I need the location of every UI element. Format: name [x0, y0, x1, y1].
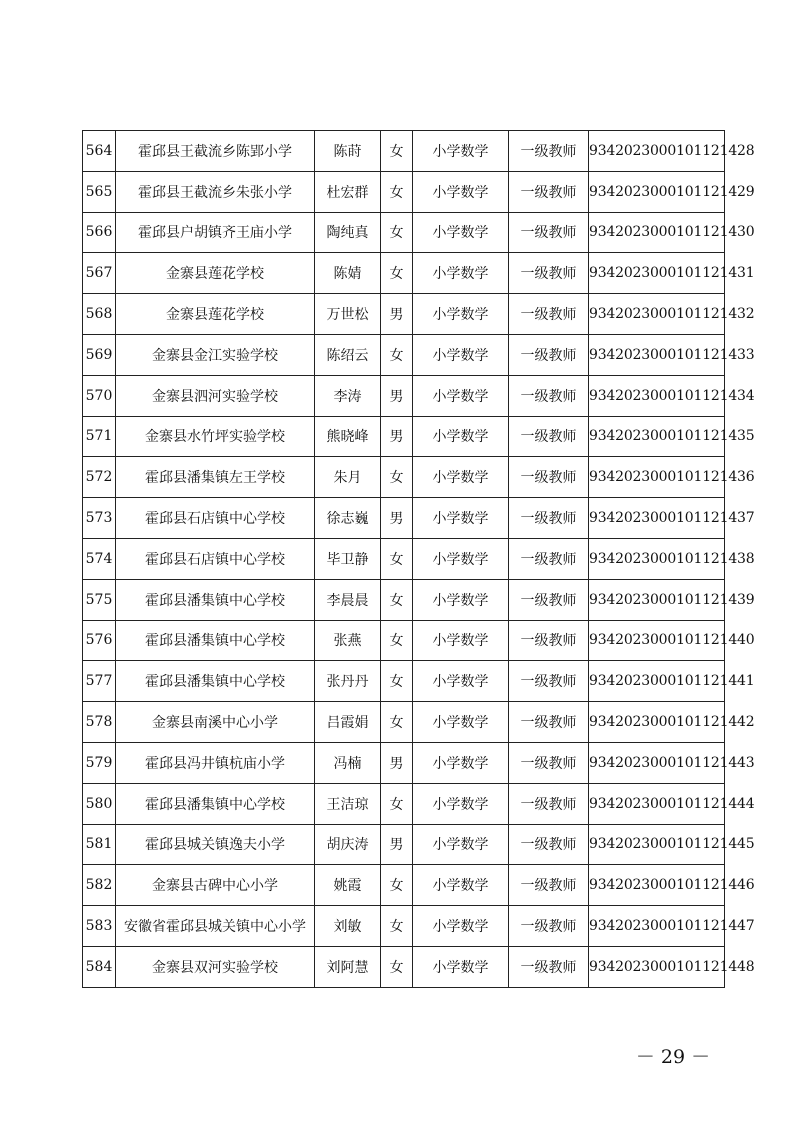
title-cell: 一级教师	[509, 253, 589, 294]
teacher-name-cell: 刘阿慧	[315, 946, 381, 987]
title-cell: 一级教师	[509, 579, 589, 620]
row-number-cell: 579	[83, 742, 116, 783]
title-cell: 一级教师	[509, 661, 589, 702]
subject-cell: 小学数学	[413, 702, 509, 743]
teacher-name-cell: 张丹丹	[315, 661, 381, 702]
certificate-number-cell: 9342023000101121436	[589, 457, 725, 498]
table-row	[83, 334, 725, 375]
table-row	[83, 131, 725, 172]
school-cell: 霍邱县石店镇中心学校	[116, 538, 315, 579]
certificate-number-cell: 9342023000101121429	[589, 171, 725, 212]
school-cell: 霍邱县石店镇中心学校	[116, 498, 315, 539]
table-row	[83, 620, 725, 661]
title-cell: 一级教师	[509, 334, 589, 375]
title-cell: 一级教师	[509, 742, 589, 783]
certificate-number-cell: 9342023000101121430	[589, 212, 725, 253]
certificate-number-cell: 9342023000101121434	[589, 375, 725, 416]
title-cell: 一级教师	[509, 498, 589, 539]
teacher-name-cell: 杜宏群	[315, 171, 381, 212]
row-number-cell: 583	[83, 906, 116, 947]
school-cell: 金寨县古碑中心小学	[116, 865, 315, 906]
teacher-name-cell: 李晨晨	[315, 579, 381, 620]
subject-cell: 小学数学	[413, 457, 509, 498]
school-cell: 霍邱县潘集镇中心学校	[116, 579, 315, 620]
certificate-number-cell: 9342023000101121442	[589, 702, 725, 743]
certificate-number-cell: 9342023000101121440	[589, 620, 725, 661]
gender-cell: 女	[381, 620, 413, 661]
subject-cell: 小学数学	[413, 334, 509, 375]
subject-cell: 小学数学	[413, 416, 509, 457]
table-row	[83, 702, 725, 743]
row-number-cell: 564	[83, 131, 116, 172]
row-number-cell: 569	[83, 334, 116, 375]
table-row	[83, 783, 725, 824]
certificate-number-cell: 9342023000101121441	[589, 661, 725, 702]
teacher-name-cell: 陈莳	[315, 131, 381, 172]
school-cell: 霍邱县潘集镇左王学校	[116, 457, 315, 498]
teacher-roster-table	[82, 130, 755, 988]
table-row	[83, 742, 725, 783]
gender-cell: 男	[381, 375, 413, 416]
school-cell: 安徽省霍邱县城关镇中心小学	[116, 906, 315, 947]
teacher-name-cell: 刘敏	[315, 906, 381, 947]
table-row	[83, 375, 725, 416]
teacher-name-cell: 徐志巍	[315, 498, 381, 539]
table-row	[83, 906, 725, 947]
title-cell: 一级教师	[509, 294, 589, 335]
gender-cell: 女	[381, 212, 413, 253]
row-number-cell: 571	[83, 416, 116, 457]
certificate-number-cell: 9342023000101121447	[589, 906, 725, 947]
subject-cell: 小学数学	[413, 498, 509, 539]
certificate-number-cell: 9342023000101121443	[589, 742, 725, 783]
row-number-cell: 576	[83, 620, 116, 661]
school-cell: 金寨县金江实验学校	[116, 334, 315, 375]
row-number-cell: 573	[83, 498, 116, 539]
school-cell: 霍邱县冯井镇杭庙小学	[116, 742, 315, 783]
title-cell: 一级教师	[509, 824, 589, 865]
gender-cell: 女	[381, 783, 413, 824]
gender-cell: 男	[381, 416, 413, 457]
table-row	[83, 865, 725, 906]
teacher-name-cell: 陶纯真	[315, 212, 381, 253]
certificate-number-cell: 9342023000101121433	[589, 334, 725, 375]
teacher-name-cell: 熊晓峰	[315, 416, 381, 457]
certificate-number-cell: 9342023000101121432	[589, 294, 725, 335]
title-cell: 一级教师	[509, 457, 589, 498]
teacher-name-cell: 姚霞	[315, 865, 381, 906]
row-number-cell: 577	[83, 661, 116, 702]
row-number-cell: 581	[83, 824, 116, 865]
teacher-name-cell: 胡庆涛	[315, 824, 381, 865]
row-number-cell: 584	[83, 946, 116, 987]
subject-cell: 小学数学	[413, 783, 509, 824]
teacher-name-cell: 万世松	[315, 294, 381, 335]
table-row	[83, 824, 725, 865]
gender-cell: 女	[381, 171, 413, 212]
subject-cell: 小学数学	[413, 294, 509, 335]
gender-cell: 男	[381, 742, 413, 783]
row-number-cell: 578	[83, 702, 116, 743]
gender-cell: 女	[381, 702, 413, 743]
school-cell: 金寨县南溪中心小学	[116, 702, 315, 743]
school-cell: 霍邱县潘集镇中心学校	[116, 783, 315, 824]
table-row	[83, 457, 725, 498]
subject-cell: 小学数学	[413, 538, 509, 579]
title-cell: 一级教师	[509, 946, 589, 987]
table-row	[83, 579, 725, 620]
certificate-number-cell: 9342023000101121431	[589, 253, 725, 294]
row-number-cell: 580	[83, 783, 116, 824]
gender-cell: 男	[381, 294, 413, 335]
title-cell: 一级教师	[509, 171, 589, 212]
teacher-name-cell: 王洁琼	[315, 783, 381, 824]
title-cell: 一级教师	[509, 538, 589, 579]
row-number-cell: 570	[83, 375, 116, 416]
school-cell: 霍邱县潘集镇中心学校	[116, 661, 315, 702]
title-cell: 一级教师	[509, 906, 589, 947]
school-cell: 霍邱县王截流乡陈郢小学	[116, 131, 315, 172]
subject-cell: 小学数学	[413, 579, 509, 620]
title-cell: 一级教师	[509, 702, 589, 743]
subject-cell: 小学数学	[413, 375, 509, 416]
certificate-number-cell: 9342023000101121448	[589, 946, 725, 987]
teacher-name-cell: 毕卫静	[315, 538, 381, 579]
subject-cell: 小学数学	[413, 906, 509, 947]
subject-cell: 小学数学	[413, 212, 509, 253]
table-row	[83, 416, 725, 457]
roster-body	[83, 131, 755, 988]
subject-cell: 小学数学	[413, 171, 509, 212]
subject-cell: 小学数学	[413, 620, 509, 661]
title-cell: 一级教师	[509, 131, 589, 172]
certificate-number-cell: 9342023000101121446	[589, 865, 725, 906]
school-cell: 霍邱县王截流乡朱张小学	[116, 171, 315, 212]
table-row	[83, 498, 725, 539]
teacher-name-cell: 冯楠	[315, 742, 381, 783]
certificate-number-cell: 9342023000101121439	[589, 579, 725, 620]
teacher-name-cell: 张燕	[315, 620, 381, 661]
row-number-cell: 574	[83, 538, 116, 579]
certificate-number-cell: 9342023000101121435	[589, 416, 725, 457]
school-cell: 金寨县泗河实验学校	[116, 375, 315, 416]
gender-cell: 女	[381, 131, 413, 172]
row-number-cell: 572	[83, 457, 116, 498]
title-cell: 一级教师	[509, 416, 589, 457]
title-cell: 一级教师	[509, 783, 589, 824]
table-row	[83, 171, 725, 212]
table-row	[83, 538, 725, 579]
row-number-cell: 582	[83, 865, 116, 906]
subject-cell: 小学数学	[413, 865, 509, 906]
title-cell: 一级教师	[509, 620, 589, 661]
gender-cell: 女	[381, 538, 413, 579]
certificate-number-cell: 9342023000101121445	[589, 824, 725, 865]
row-number-cell: 575	[83, 579, 116, 620]
title-cell: 一级教师	[509, 375, 589, 416]
subject-cell: 小学数学	[413, 253, 509, 294]
school-cell: 霍邱县潘集镇中心学校	[116, 620, 315, 661]
certificate-number-cell: 9342023000101121444	[589, 783, 725, 824]
school-cell: 金寨县水竹坪实验学校	[116, 416, 315, 457]
certificate-number-cell: 9342023000101121428	[589, 131, 725, 172]
school-cell: 霍邱县城关镇逸夫小学	[116, 824, 315, 865]
school-cell: 金寨县莲花学校	[116, 253, 315, 294]
teacher-name-cell: 陈婧	[315, 253, 381, 294]
gender-cell: 男	[381, 498, 413, 539]
table-row	[83, 294, 725, 335]
subject-cell: 小学数学	[413, 946, 509, 987]
row-number-cell: 568	[83, 294, 116, 335]
teacher-name-cell: 吕霞娟	[315, 702, 381, 743]
title-cell: 一级教师	[509, 865, 589, 906]
teacher-name-cell: 李涛	[315, 375, 381, 416]
table-row	[83, 253, 725, 294]
gender-cell: 女	[381, 579, 413, 620]
subject-cell: 小学数学	[413, 742, 509, 783]
page-number: － 29 －	[635, 1046, 711, 1068]
row-number-cell: 566	[83, 212, 116, 253]
gender-cell: 女	[381, 906, 413, 947]
school-cell: 霍邱县户胡镇齐王庙小学	[116, 212, 315, 253]
subject-cell: 小学数学	[413, 131, 509, 172]
certificate-number-cell: 9342023000101121438	[589, 538, 725, 579]
gender-cell: 女	[381, 334, 413, 375]
gender-cell: 女	[381, 865, 413, 906]
row-number-cell: 567	[83, 253, 116, 294]
gender-cell: 女	[381, 457, 413, 498]
title-cell: 一级教师	[509, 212, 589, 253]
row-number-cell: 565	[83, 171, 116, 212]
table-row	[83, 212, 725, 253]
teacher-name-cell: 陈绍云	[315, 334, 381, 375]
subject-cell: 小学数学	[413, 661, 509, 702]
school-cell: 金寨县双河实验学校	[116, 946, 315, 987]
gender-cell: 男	[381, 824, 413, 865]
school-cell: 金寨县莲花学校	[116, 294, 315, 335]
gender-cell: 女	[381, 946, 413, 987]
table-row	[83, 946, 725, 987]
teacher-name-cell: 朱月	[315, 457, 381, 498]
certificate-number-cell: 9342023000101121437	[589, 498, 725, 539]
subject-cell: 小学数学	[413, 824, 509, 865]
table-row	[83, 661, 725, 702]
gender-cell: 女	[381, 253, 413, 294]
gender-cell: 女	[381, 661, 413, 702]
